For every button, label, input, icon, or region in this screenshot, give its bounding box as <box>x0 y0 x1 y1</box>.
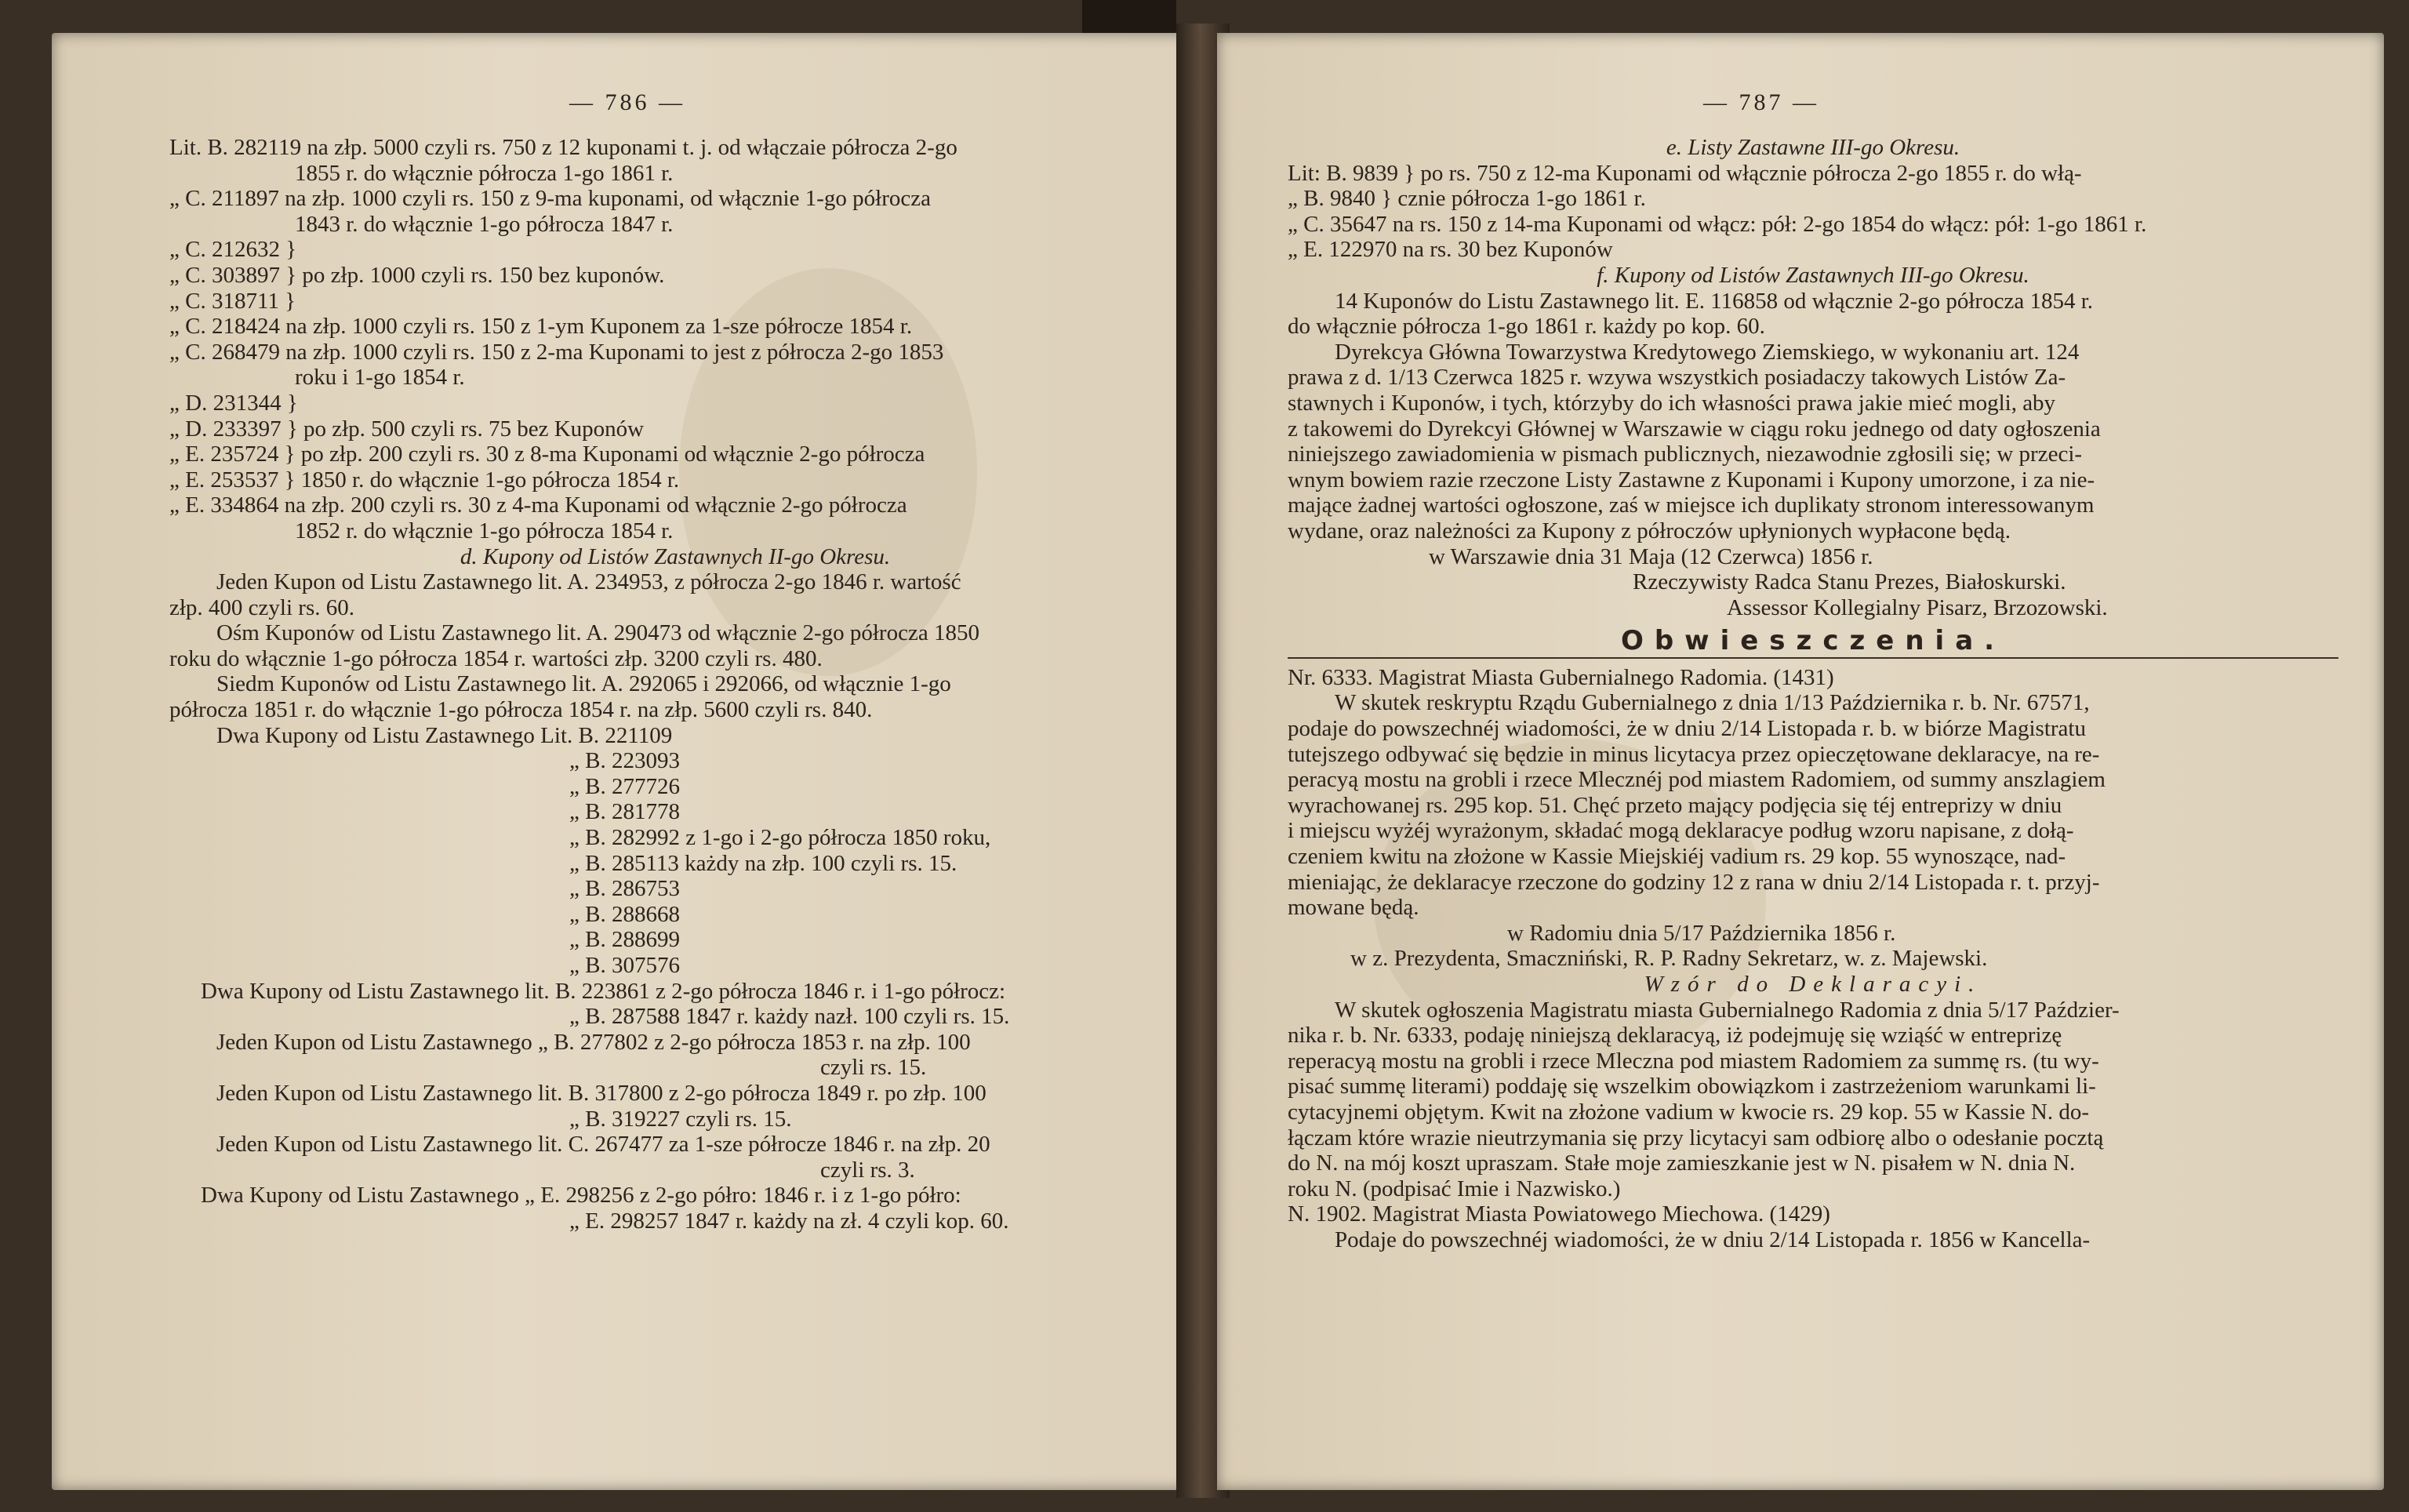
text-line: 1852 r. do włącznie 1-go półrocza 1854 r. <box>295 518 674 543</box>
text-line: Siedm Kuponów od Listu Zastawnego lit. A. 292065 i 292066, od włącznie 1-go <box>216 671 951 697</box>
text-line: reperacyą mostu na grobli i rzece Mleczna pod miastem Radomiem za summę rs. (tu wy- <box>1288 1048 2099 1074</box>
text-line: Dyrekcya Główna Towarzystwa Kredytowego Ziemskiego, w wykonaniu art. 124 <box>1335 339 2080 365</box>
text-line: peracyą mostu na grobli i rzece Mlecznéj pod miastem Radomiem, od summy anszlagiem <box>1288 767 2106 793</box>
text-line: Jeden Kupon od Listu Zastawnego lit. B. 317800 z 2-go półrocza 1849 r. po złp. 100 <box>216 1080 986 1106</box>
text-line: „ B. 285113 każdy na złp. 100 czyli rs. 15. <box>569 850 957 876</box>
text-line: „ C. 303897 } po złp. 1000 czyli rs. 150 bez kuponów. <box>169 262 665 288</box>
text-line: „ B. 277726 <box>569 773 680 799</box>
text-line: czyli rs. 15. <box>820 1055 927 1081</box>
right-page-text <box>1288 135 2338 1253</box>
text-line: W skutek reskryptu Rządu Gubernialnego z dnia 1/13 Października r. b. Nr. 67571, <box>1335 690 2090 716</box>
text-line: „ B. 281778 <box>569 799 680 825</box>
text-line: mające żadnej wartości ogłoszone, zaś w miejsce ich duplikaty stronom interessowanym <box>1288 492 2095 518</box>
text-line: „ B. 9840 } cznie półrocza 1-go 1861 r. <box>1288 186 1646 212</box>
right-page <box>1217 33 2384 1490</box>
text-line: „ D. 233397 } po złp. 500 czyli rs. 75 bez Kuponów <box>169 416 645 442</box>
text-line: mowane będą. <box>1288 895 1419 921</box>
text-line: czeniem kwitu na złożone w Kassie Miejskiéj vadium rs. 29 kop. 55 wynoszące, nad- <box>1288 844 2066 870</box>
signature-line: Assessor Kollegialny Pisarz, Brzozowski. <box>1727 594 2108 620</box>
text-line: wyrachowanej rs. 295 kop. 51. Chęć przeto mający podjęcia się téj entreprizy w dniu <box>1288 792 2062 818</box>
signature-line: w z. Prezydenta, Smaczniński, R. P. Radny Sekretarz, w. z. Majewski. <box>1350 946 1988 972</box>
text-line: do N. na mój koszt upraszam. Stałe moje zamieszkanie jest w N. pisałem w N. dnia N. <box>1288 1150 2076 1176</box>
text-line: 14 Kuponów do Listu Zastawnego lit. E. 116858 od włącznie 2-go półrocza 1854 r. <box>1335 288 2094 314</box>
section-heading: d. Kupony od Listów Zastawnych II-go Okresu. <box>460 543 891 569</box>
text-line: „ C. 212632 } <box>169 237 297 263</box>
text-line: Jeden Kupon od Listu Zastawnego „ B. 277802 z 2-go półrocza 1853 r. na złp. 100 <box>216 1029 971 1055</box>
text-line: „ C. 218424 na złp. 1000 czyli rs. 150 z 1-ym Kuponem za 1-sze półrocze 1854 r. <box>169 314 913 340</box>
text-line: „ D. 231344 } <box>169 390 298 416</box>
notice-heading: Nr. 6333. Magistrat Miasta Gubernialnego Radomia. (1431) <box>1288 664 1834 690</box>
text-line: „ B. 307576 <box>569 953 680 978</box>
text-line: Jeden Kupon od Listu Zastawnego lit. C. 267477 za 1-sze półrocze 1846 r. na złp. 20 <box>216 1132 990 1158</box>
text-line: złp. 400 czyli rs. 60. <box>169 594 354 620</box>
text-line: „ C. 268479 na złp. 1000 czyli rs. 150 z 2-ma Kuponami to jest z półrocza 2-go 1853 <box>169 339 944 365</box>
text-line: łączam które wrazie nieutrzymania się przy licytacyi sam odbiorę albo o odesłanie pocztą <box>1288 1125 2104 1150</box>
text-line: i miejscu wyżéj wyrażonym, składać mogą deklaracye podług wzoru napisane, z dołą- <box>1288 818 2074 844</box>
text-line: Ośm Kuponów od Listu Zastawnego lit. A. 290473 od włącznie 2-go półrocza 1850 <box>216 620 979 646</box>
text-line: półrocza 1851 r. do włącznie 1-go półrocza 1854 r. na złp. 5600 czyli rs. 840. <box>169 697 873 723</box>
text-line: „ C. 35647 na rs. 150 z 14-ma Kuponami od włącz: pół: 2-go 1854 do włącz: pół: 1-go 1861 r. <box>1288 211 2147 237</box>
right-page-number: — 787 — <box>1703 89 1819 115</box>
text-line: „ E. 334864 na złp. 200 czyli rs. 30 z 4-ma Kuponami od włącznie 2-go półrocza <box>169 492 907 518</box>
text-line: Lit. B. 282119 na złp. 5000 czyli rs. 750 z 12 kuponami t. j. od włączaie półrocza 2-go <box>169 135 957 160</box>
text-line: „ B. 223093 <box>569 748 680 774</box>
text-line: niniejszego zawiadomienia w pismach publicznych, niezawodnie zgłosili się; w przeci- <box>1288 442 2083 467</box>
left-page-text <box>169 135 1181 1234</box>
text-line: stawnych i Kuponów, i tych, którzyby do ich własności prawa jakie mieć mogli, aby <box>1288 390 2056 416</box>
text-line: Dwa Kupony od Listu Zastawnego „ E. 298256 z 2-go półro: 1846 r. i z 1-go półro: <box>201 1183 961 1209</box>
text-line: Dwa Kupony od Listu Zastawnego Lit. B. 221109 <box>216 722 673 748</box>
text-line: tutejszego odbywać się będzie in minus licytacya przez opieczętowane deklaracye, na re- <box>1288 741 2100 767</box>
text-line: czyli rs. 3. <box>820 1157 915 1183</box>
text-line: „ C. 318711 } <box>169 288 296 314</box>
text-line: w Radomiu dnia 5/17 Października 1856 r. <box>1507 920 1896 946</box>
text-line: do włącznie półrocza 1-go 1861 r. każdy po kop. 60. <box>1288 314 1765 340</box>
left-page-number: — 786 — <box>569 89 685 115</box>
text-line: z takowemi do Dyrekcyi Głównej w Warszawie w ciągu roku jednego od daty ogłoszenia <box>1288 416 2101 442</box>
text-line: Dwa Kupony od Listu Zastawnego lit. B. 223861 z 2-go półrocza 1846 r. i 1-go półrocz: <box>201 978 1006 1004</box>
text-line: „ C. 211897 na złp. 1000 czyli rs. 150 z 9-ma kuponami, od włącznie 1-go półrocza <box>169 186 931 212</box>
text-line: roku i 1-go 1854 r. <box>295 365 465 391</box>
text-line: „ B. 282992 z 1-go i 2-go półrocza 1850 roku, <box>569 825 991 851</box>
text-line: „ E. 298257 1847 r. każdy na zł. 4 czyli kop. 60. <box>569 1208 1009 1234</box>
text-line: wnym bowiem razie rzeczone Listy Zastawne z Kuponami i Kupony umorzone, i za nie- <box>1288 467 2095 492</box>
text-line: „ B. 319227 czyli rs. 15. <box>569 1106 792 1132</box>
section-title-obwieszczenia: Obwieszczenia. <box>1620 625 2006 657</box>
text-line: nika r. b. Nr. 6333, podaję niniejszą deklaracyą, iż podejmuję się wziąść w entreprizę <box>1288 1023 2062 1049</box>
text-line: mieniając, że deklaracye rzeczone do godziny 12 z rana w dniu 2/14 Listopada r. t. przyj- <box>1288 869 2100 895</box>
text-line: Podaje do powszechnéj wiadomości, że w dniu 2/14 Listopada r. 1856 w Kancella- <box>1335 1227 2091 1252</box>
text-line: roku N. (podpisać Imie i Nazwisko.) <box>1288 1176 1621 1201</box>
text-line: pisać summę literami) poddaję się wszelkim obowiązkom i zastrzeżeniom warunkami li- <box>1288 1074 2096 1099</box>
signature-line: Rzeczywisty Radca Stanu Prezes, Białoskurski. <box>1633 569 2066 595</box>
text-line: prawa z d. 1/13 Czerwca 1825 r. wzywa wszystkich posiadaczy takowych Listów Za- <box>1288 365 2066 391</box>
text-line: Jeden Kupon od Listu Zastawnego lit. A. 234953, z półrocza 2-go 1846 r. wartość <box>216 569 961 595</box>
left-page <box>52 33 1189 1490</box>
text-line: Lit: B. 9839 } po rs. 750 z 12-ma Kuponami od włącznie półrocza 2-go 1855 r. do włą- <box>1288 160 2082 186</box>
section-heading: Wzór do Deklaracyi. <box>1644 972 1982 997</box>
text-line: „ B. 286753 <box>569 876 680 902</box>
divider <box>1288 657 2338 659</box>
text-line: 1855 r. do włącznie półrocza 1-go 1861 r. <box>295 160 674 186</box>
text-line: podaje do powszechnéj wiadomości, że w dniu 2/14 Listopada r. b. w biórze Magistratu <box>1288 716 2086 742</box>
text-line: „ B. 288699 <box>569 927 680 953</box>
section-heading: f. Kupony od Listów Zastawnych III-go Okresu. <box>1597 262 2029 288</box>
text-line: „ B. 287588 1847 r. każdy nazł. 100 czyli rs. 15. <box>569 1004 1010 1030</box>
notice-heading: N. 1902. Magistrat Miasta Powiatowego Miechowa. (1429) <box>1288 1201 1830 1227</box>
text-line: roku do włącznie 1-go półrocza 1854 r. wartości złp. 3200 czyli rs. 480. <box>169 645 823 671</box>
text-line: w Warszawie dnia 31 Maja (12 Czerwca) 1856 r. <box>1429 543 1873 569</box>
text-line: W skutek ogłoszenia Magistratu miasta Gubernialnego Radomia z dnia 5/17 Paździer- <box>1335 997 2120 1023</box>
section-heading: e. Listy Zastawne III-go Okresu. <box>1666 135 1960 160</box>
text-line: „ E. 253537 } 1850 r. do włącznie 1-go półrocza 1854 r. <box>169 467 680 492</box>
text-line: „ B. 288668 <box>569 901 680 927</box>
text-line: „ E. 235724 } po złp. 200 czyli rs. 30 z 8-ma Kuponami od włącznie 2-go półrocza <box>169 442 925 467</box>
text-line: „ E. 122970 na rs. 30 bez Kuponów <box>1288 237 1613 263</box>
text-line: wydane, oraz należności za Kupony z półroczów upłynionych wypłacone będą. <box>1288 518 2011 543</box>
text-line: 1843 r. do włącznie 1-go półrocza 1847 r. <box>295 211 674 237</box>
text-line: cytacyjnemi objętym. Kwit na złożone vadium w kwocie rs. 29 kop. 55 w Kassie N. do- <box>1288 1099 2090 1125</box>
